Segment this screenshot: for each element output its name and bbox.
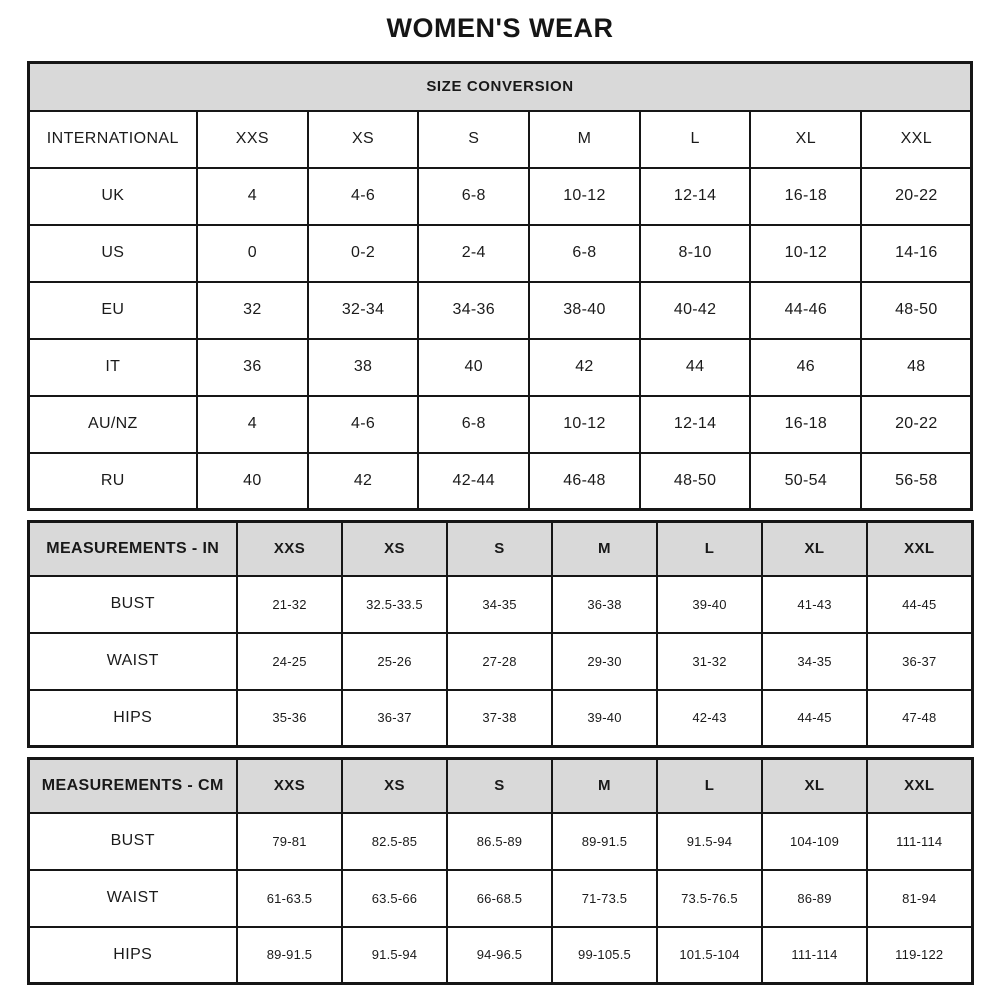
size-column-header-xxl: XXL: [861, 111, 972, 168]
region-row-au-nz: [28, 396, 972, 453]
region-label: RU: [28, 453, 197, 510]
size-value-cell: 12-14: [640, 168, 751, 225]
size-value-cell: 2-4: [418, 225, 529, 282]
size-column-header-xl: XL: [762, 522, 867, 576]
measurement-value-cell: 47-48: [867, 690, 972, 747]
measurement-value-cell: 41-43: [762, 576, 867, 633]
size-value-cell: 10-12: [529, 396, 640, 453]
size-value-cell: 44-46: [750, 282, 861, 339]
size-value-cell: 40-42: [640, 282, 751, 339]
size-value-cell: 6-8: [418, 396, 529, 453]
measurement-value-cell: 101.5-104: [657, 927, 762, 984]
size-column-header-s: S: [447, 759, 552, 813]
measurement-value-cell: 89-91.5: [237, 927, 342, 984]
size-value-cell: 14-16: [861, 225, 972, 282]
page-title: WOMEN'S WEAR: [386, 13, 614, 43]
size-value-cell: 16-18: [750, 396, 861, 453]
measurements-in-header-row: [28, 522, 972, 576]
measurement-row-waist-cm: [28, 870, 972, 927]
region-label: US: [28, 225, 197, 282]
size-value-cell: 10-12: [750, 225, 861, 282]
measurement-value-cell: 35-36: [237, 690, 342, 747]
size-value-cell: 42: [308, 453, 419, 510]
measurement-value-cell: 32.5-33.5: [342, 576, 447, 633]
measurement-value-cell: 61-63.5: [237, 870, 342, 927]
size-conversion-title-row: [28, 63, 972, 111]
measurement-value-cell: 29-30: [552, 633, 657, 690]
size-value-cell: 50-54: [750, 453, 861, 510]
measurement-value-cell: 34-35: [762, 633, 867, 690]
measurement-value-cell: 71-73.5: [552, 870, 657, 927]
size-value-cell: 46: [750, 339, 861, 396]
measurement-value-cell: 27-28: [447, 633, 552, 690]
measurement-value-cell: 39-40: [657, 576, 762, 633]
size-value-cell: 42: [529, 339, 640, 396]
measurement-value-cell: 34-35: [447, 576, 552, 633]
size-value-cell: 48-50: [861, 282, 972, 339]
size-value-cell: 20-22: [861, 396, 972, 453]
measurement-value-cell: 94-96.5: [447, 927, 552, 984]
region-row-eu: [28, 282, 972, 339]
measurement-value-cell: 66-68.5: [447, 870, 552, 927]
measurement-value-cell: 21-32: [237, 576, 342, 633]
size-value-cell: 48: [861, 339, 972, 396]
size-value-cell: 4: [197, 168, 308, 225]
size-value-cell: 32: [197, 282, 308, 339]
measurement-value-cell: 86.5-89: [447, 813, 552, 870]
size-conversion-table: [27, 61, 974, 511]
region-row-it: [28, 339, 972, 396]
size-value-cell: 4-6: [308, 168, 419, 225]
measurements-in-table: [27, 520, 974, 748]
measurement-value-cell: 73.5-76.5: [657, 870, 762, 927]
measurement-value-cell: 39-40: [552, 690, 657, 747]
size-value-cell: 4-6: [308, 396, 419, 453]
size-column-header-xxs: XXS: [197, 111, 308, 168]
measurement-value-cell: 82.5-85: [342, 813, 447, 870]
size-value-cell: 56-58: [861, 453, 972, 510]
size-column-header-s: S: [447, 522, 552, 576]
region-label: UK: [28, 168, 197, 225]
measurement-value-cell: 36-37: [867, 633, 972, 690]
size-value-cell: 0-2: [308, 225, 419, 282]
measurement-label: WAIST: [28, 633, 237, 690]
measurement-value-cell: 111-114: [762, 927, 867, 984]
measurements-cm-header-row: [28, 759, 972, 813]
size-column-header-xl: XL: [762, 759, 867, 813]
measurements-cm-title: MEASUREMENTS - CM: [28, 759, 237, 813]
size-value-cell: 46-48: [529, 453, 640, 510]
region-row-ru: [28, 453, 972, 510]
size-value-cell: 34-36: [418, 282, 529, 339]
size-column-header-xs: XS: [308, 111, 419, 168]
region-label: AU/NZ: [28, 396, 197, 453]
measurement-label: HIPS: [28, 690, 237, 747]
size-column-header-xs: XS: [342, 522, 447, 576]
measurement-value-cell: 44-45: [867, 576, 972, 633]
size-column-header-l: L: [640, 111, 751, 168]
size-value-cell: 48-50: [640, 453, 751, 510]
measurement-value-cell: 111-114: [867, 813, 972, 870]
measurement-value-cell: 63.5-66: [342, 870, 447, 927]
size-conversion-title: SIZE CONVERSION: [28, 63, 972, 111]
size-column-header-xs: XS: [342, 759, 447, 813]
measurement-value-cell: 25-26: [342, 633, 447, 690]
size-value-cell: 38: [308, 339, 419, 396]
measurement-value-cell: 44-45: [762, 690, 867, 747]
size-value-cell: 42-44: [418, 453, 529, 510]
measurement-value-cell: 86-89: [762, 870, 867, 927]
size-value-cell: 36: [197, 339, 308, 396]
measurement-row-hips-in: [28, 690, 972, 747]
measurements-in-title: MEASUREMENTS - IN: [28, 522, 237, 576]
size-value-cell: 16-18: [750, 168, 861, 225]
international-header: INTERNATIONAL: [28, 111, 197, 168]
size-column-header-m: M: [552, 759, 657, 813]
size-value-cell: 8-10: [640, 225, 751, 282]
size-column-header-m: M: [529, 111, 640, 168]
measurement-label: WAIST: [28, 870, 237, 927]
size-value-cell: 38-40: [529, 282, 640, 339]
size-column-header-l: L: [657, 522, 762, 576]
size-value-cell: 10-12: [529, 168, 640, 225]
size-column-header-xl: XL: [750, 111, 861, 168]
measurement-value-cell: 36-37: [342, 690, 447, 747]
size-value-cell: 40: [197, 453, 308, 510]
measurement-row-waist-in: [28, 633, 972, 690]
region-row-uk: [28, 168, 972, 225]
measurement-value-cell: 24-25: [237, 633, 342, 690]
measurement-row-bust-in: [28, 576, 972, 633]
measurement-value-cell: 79-81: [237, 813, 342, 870]
measurement-value-cell: 89-91.5: [552, 813, 657, 870]
measurement-label: BUST: [28, 813, 237, 870]
measurement-value-cell: 91.5-94: [657, 813, 762, 870]
measurement-row-bust-cm: [28, 813, 972, 870]
size-value-cell: 6-8: [529, 225, 640, 282]
measurement-value-cell: 42-43: [657, 690, 762, 747]
measurement-value-cell: 119-122: [867, 927, 972, 984]
size-value-cell: 12-14: [640, 396, 751, 453]
region-label: IT: [28, 339, 197, 396]
measurement-label: HIPS: [28, 927, 237, 984]
size-value-cell: 20-22: [861, 168, 972, 225]
size-value-cell: 32-34: [308, 282, 419, 339]
size-column-header-m: M: [552, 522, 657, 576]
size-value-cell: 0: [197, 225, 308, 282]
measurement-value-cell: 99-105.5: [552, 927, 657, 984]
size-column-header-l: L: [657, 759, 762, 813]
size-conversion-header-row: [28, 111, 972, 168]
size-column-header-xxl: XXL: [867, 522, 972, 576]
measurement-value-cell: 36-38: [552, 576, 657, 633]
size-value-cell: 6-8: [418, 168, 529, 225]
measurement-row-hips-cm: [28, 927, 972, 984]
measurement-value-cell: 91.5-94: [342, 927, 447, 984]
measurement-value-cell: 31-32: [657, 633, 762, 690]
region-label: EU: [28, 282, 197, 339]
size-column-header-xxl: XXL: [867, 759, 972, 813]
size-column-header-xxs: XXS: [237, 759, 342, 813]
region-row-us: [28, 225, 972, 282]
size-value-cell: 44: [640, 339, 751, 396]
measurement-label: BUST: [28, 576, 237, 633]
size-column-header-s: S: [418, 111, 529, 168]
size-value-cell: 40: [418, 339, 529, 396]
measurement-value-cell: 37-38: [447, 690, 552, 747]
measurement-value-cell: 104-109: [762, 813, 867, 870]
size-value-cell: 4: [197, 396, 308, 453]
measurements-cm-table: [27, 757, 974, 985]
measurement-value-cell: 81-94: [867, 870, 972, 927]
size-column-header-xxs: XXS: [237, 522, 342, 576]
